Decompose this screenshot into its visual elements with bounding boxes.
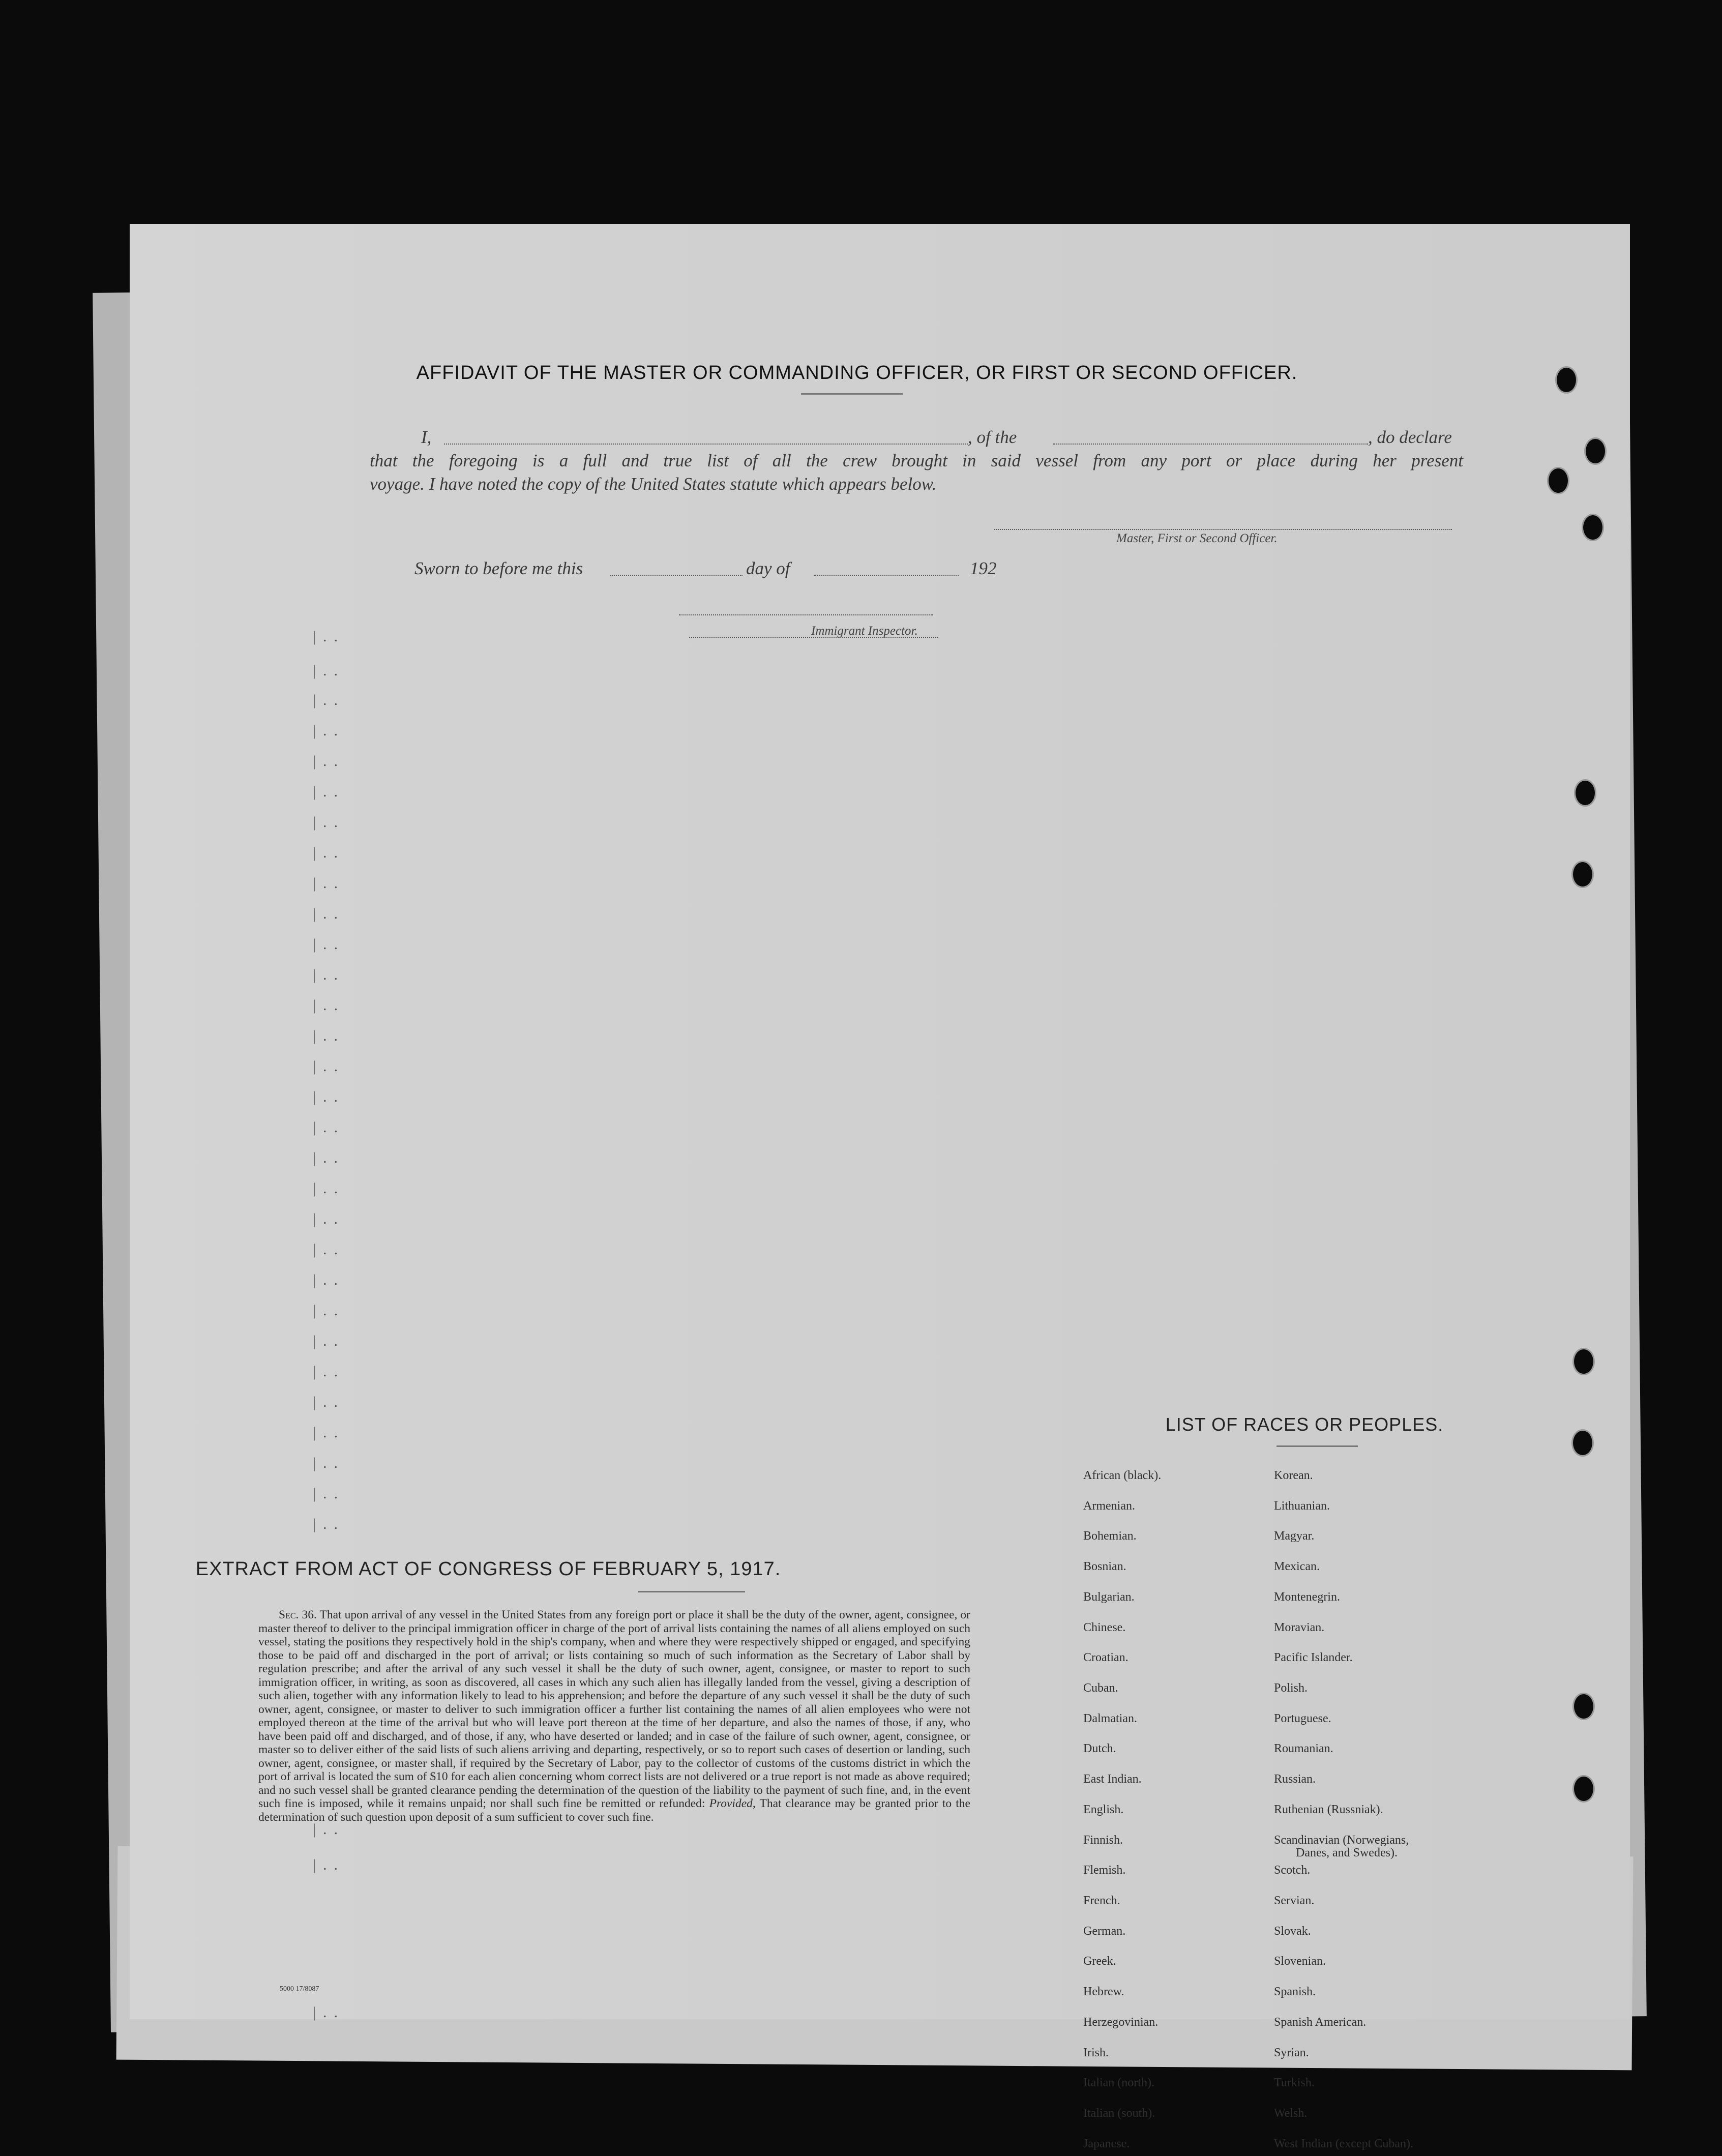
race-right-4: Montenegrin. — [1274, 1590, 1340, 1604]
race-left-13: Flemish. — [1083, 1864, 1126, 1877]
race-left-3: Bosnian. — [1083, 1560, 1126, 1573]
margin-marks: |.. — [313, 662, 345, 679]
signature-label: Master, First or Second Officer. — [1116, 531, 1278, 545]
sworn-prefix: Sworn to before me this — [414, 558, 583, 578]
race-left-18: Herzegovinian. — [1083, 2016, 1159, 2029]
margin-marks: |.. — [313, 1210, 345, 1227]
margin-marks: |.. — [313, 1302, 345, 1319]
race-left-22: Japanese. — [1083, 2137, 1130, 2150]
race-left-8: Dalmatian. — [1083, 1712, 1137, 1725]
race-right-3: Mexican. — [1274, 1560, 1320, 1573]
race-left-15: German. — [1083, 1925, 1126, 1938]
races-rule — [1276, 1445, 1358, 1447]
margin-marks: |.. — [313, 1149, 345, 1166]
race-right-0: Korean. — [1274, 1469, 1313, 1482]
race-left-1: Armenian. — [1083, 1499, 1135, 1513]
margin-marks: |.. — [313, 1088, 345, 1105]
race-left-11: English. — [1083, 1803, 1124, 1816]
race-left-20: Italian (north). — [1083, 2076, 1154, 2089]
extract-text: That upon arrival of any vessel in the United States from any foreign port or place it shall be the duty of the owner, agent, consignee, or master thereof to deliver to the principal immigration officer in charge of the port of arrival lists containing the names of all aliens employed on such vessel, stating the positions they respectively hold in the ship's company, when and where they were respectively shipped or engaged, and specifying those to be paid off and discharged in the port of arrival; or lists containing so much of such information as the Secretary of Labor shall by regulation prescribe; and after the arrival of any such vessel it shall be the duty of such owner, agent, consignee, or master to report to such immigration officer, in writing, as soon as discovered, all cases in which any such alien has illegally landed from the vessel, giving a description of such alien, together with any information likely to lead to his apprehension; and before the departure of any such vessel it shall be the duty of such owner, agent, consignee, or master to deliver to such immigration officer a further list containing the names of all alien employees who were not employed thereon at the time of the arrival but who will leave port thereon at the time of her departure, and also the names of those, if any, who have been paid off and discharged, and of those, if any, who have deserted or landed; and in case of the failure of such owner, agent, consignee, or master so to deliver either of the said lists of such aliens arriving and departing, respectively, or so to report such cases of desertion or landing, such owner, agent, consignee, or master shall, if required by the Secretary of Labor, pay to the collector of customs of the customs district in which the port of arrival is located the sum of $10 for each alien concerning whom correct lists are not delivered or a true report is not made as above required; and no such vessel shall be granted clearance pending the determination of the question of the liability to the payment of such fine, and, in the event such fine is imposed, while it remains unpaid; nor shall such fine be remitted or refunded: — [258, 1608, 971, 1810]
day-blank[interactable] — [610, 575, 743, 576]
margin-marks: |.. — [313, 814, 345, 831]
margin-marks: |.. — [313, 1027, 345, 1044]
affidavit-do-declare: , do declare — [1368, 427, 1452, 447]
margin-marks: |.. — [313, 1272, 345, 1288]
race-right-14: Servian. — [1274, 1894, 1315, 1907]
race-left-4: Bulgarian. — [1083, 1590, 1135, 1604]
margin-marks: |.. — [313, 966, 345, 983]
punch-hole — [1547, 467, 1569, 494]
vessel-blank[interactable] — [1053, 444, 1368, 445]
race-right-22: West Indian (except Cuban). — [1274, 2137, 1413, 2150]
name-blank[interactable] — [444, 444, 968, 445]
provided-label: Provided, — [709, 1797, 756, 1810]
affidavit-of-the: , of the — [968, 427, 1017, 447]
margin-marks: |.. — [313, 1363, 345, 1380]
margin-marks: |.. — [313, 692, 345, 708]
race-left-6: Croatian. — [1083, 1651, 1129, 1664]
margin-marks: |.. — [313, 1424, 345, 1441]
affidavit-line1-i: I, — [421, 427, 432, 447]
punch-hole — [1582, 514, 1604, 541]
margin-marks: |.. — [313, 1856, 345, 1873]
race-right-2: Magyar. — [1274, 1529, 1315, 1543]
race-right-17: Spanish. — [1274, 1985, 1316, 1998]
margin-marks: |.. — [313, 905, 345, 922]
inspector-label: Immigrant Inspector. — [811, 624, 918, 638]
race-right-6: Pacific Islander. — [1274, 1651, 1353, 1664]
month-blank[interactable] — [814, 575, 959, 576]
margin-marks: |.. — [313, 722, 345, 739]
race-right-15: Slovak. — [1274, 1925, 1311, 1938]
margin-marks: |.. — [313, 628, 345, 645]
margin-marks: |.. — [313, 783, 345, 800]
punch-hole — [1572, 1693, 1595, 1720]
title-rule — [801, 393, 903, 395]
margin-marks: |.. — [313, 997, 345, 1014]
punch-hole — [1584, 437, 1607, 465]
margin-marks: |.. — [313, 875, 345, 892]
margin-marks: |.. — [313, 2004, 345, 2021]
race-right-21: Welsh. — [1274, 2107, 1308, 2120]
race-right-1: Lithuanian. — [1274, 1499, 1330, 1513]
punch-hole — [1572, 1348, 1595, 1375]
race-right-12-cont: Danes, and Swedes). — [1296, 1846, 1398, 1859]
affidavit-line3: voyage. I have noted the copy of the United States statute which appears below. — [370, 474, 937, 494]
race-left-10: East Indian. — [1083, 1773, 1142, 1786]
race-right-16: Slovenian. — [1274, 1955, 1326, 1968]
section-label: Sec. 36. — [279, 1608, 317, 1621]
race-left-19: Irish. — [1083, 2046, 1109, 2059]
extract-body — [258, 1608, 970, 1824]
races-title: LIST OF RACES OR PEOPLES. — [1165, 1414, 1444, 1435]
punch-hole — [1572, 1775, 1595, 1803]
race-right-19: Syrian. — [1274, 2046, 1309, 2059]
race-right-20: Turkish. — [1274, 2076, 1315, 2089]
margin-marks: |.. — [313, 753, 345, 770]
signature-blank[interactable] — [994, 529, 1452, 530]
margin-marks: |.. — [313, 1394, 345, 1410]
affidavit-line2: that the foregoing is a full and true list of all the crew brought in said vessel from any port or place during her present — [370, 451, 1463, 470]
form-page — [130, 224, 1630, 2150]
margin-marks: |.. — [313, 1485, 345, 1502]
race-left-2: Bohemian. — [1083, 1529, 1137, 1543]
sworn-year: 192 — [970, 558, 997, 578]
punch-hole — [1571, 861, 1594, 888]
race-left-21: Italian (south). — [1083, 2107, 1155, 2120]
extract-title: EXTRACT FROM ACT OF CONGRESS OF FEBRUARY 5, 1917. — [195, 1558, 781, 1580]
race-right-7: Polish. — [1274, 1681, 1308, 1695]
race-right-12: Scandinavian (Norwegians, — [1274, 1834, 1409, 1847]
extract-rule — [638, 1591, 745, 1592]
race-left-0: African (black). — [1083, 1469, 1162, 1482]
race-right-8: Portuguese. — [1274, 1712, 1331, 1725]
margin-marks: |.. — [313, 1333, 345, 1349]
race-left-14: French. — [1083, 1894, 1120, 1907]
race-left-9: Dutch. — [1083, 1742, 1116, 1755]
race-left-7: Cuban. — [1083, 1681, 1118, 1695]
race-left-16: Greek. — [1083, 1955, 1116, 1968]
punch-hole — [1571, 1429, 1594, 1457]
punch-hole — [1555, 366, 1578, 394]
race-right-13: Scotch. — [1274, 1864, 1311, 1877]
margin-marks: |.. — [313, 1516, 345, 1532]
margin-marks: |.. — [313, 1058, 345, 1075]
margin-marks: |.. — [313, 936, 345, 953]
provided-text: That clearance may be granted prior to the determination of such question upon deposit of a sum sufficient to cover such fine. — [258, 1797, 970, 1824]
race-right-5: Moravian. — [1274, 1621, 1325, 1634]
margin-marks: |.. — [313, 1821, 345, 1838]
form-code: 5000 17/8087 — [280, 1985, 319, 1993]
race-left-5: Chinese. — [1083, 1621, 1126, 1634]
race-right-9: Roumanian. — [1274, 1742, 1333, 1755]
punch-hole — [1574, 779, 1596, 807]
race-right-10: Russian. — [1274, 1773, 1316, 1786]
race-right-11: Ruthenian (Russniak). — [1274, 1803, 1383, 1816]
margin-marks: |.. — [313, 1119, 345, 1136]
affidavit-title: AFFIDAVIT OF THE MASTER OR COMMANDING OFFICER, OR FIRST OR SECOND OFFICER. — [416, 362, 1298, 383]
margin-marks: |.. — [313, 1455, 345, 1471]
inspector-blank-1[interactable] — [679, 614, 933, 615]
margin-marks: |.. — [313, 844, 345, 861]
race-right-18: Spanish American. — [1274, 2016, 1367, 2029]
margin-marks: |.. — [313, 1180, 345, 1197]
race-left-17: Hebrew. — [1083, 1985, 1124, 1998]
margin-marks: |.. — [313, 1241, 345, 1258]
sworn-day-of: day of — [746, 558, 790, 578]
race-left-12: Finnish. — [1083, 1834, 1123, 1847]
